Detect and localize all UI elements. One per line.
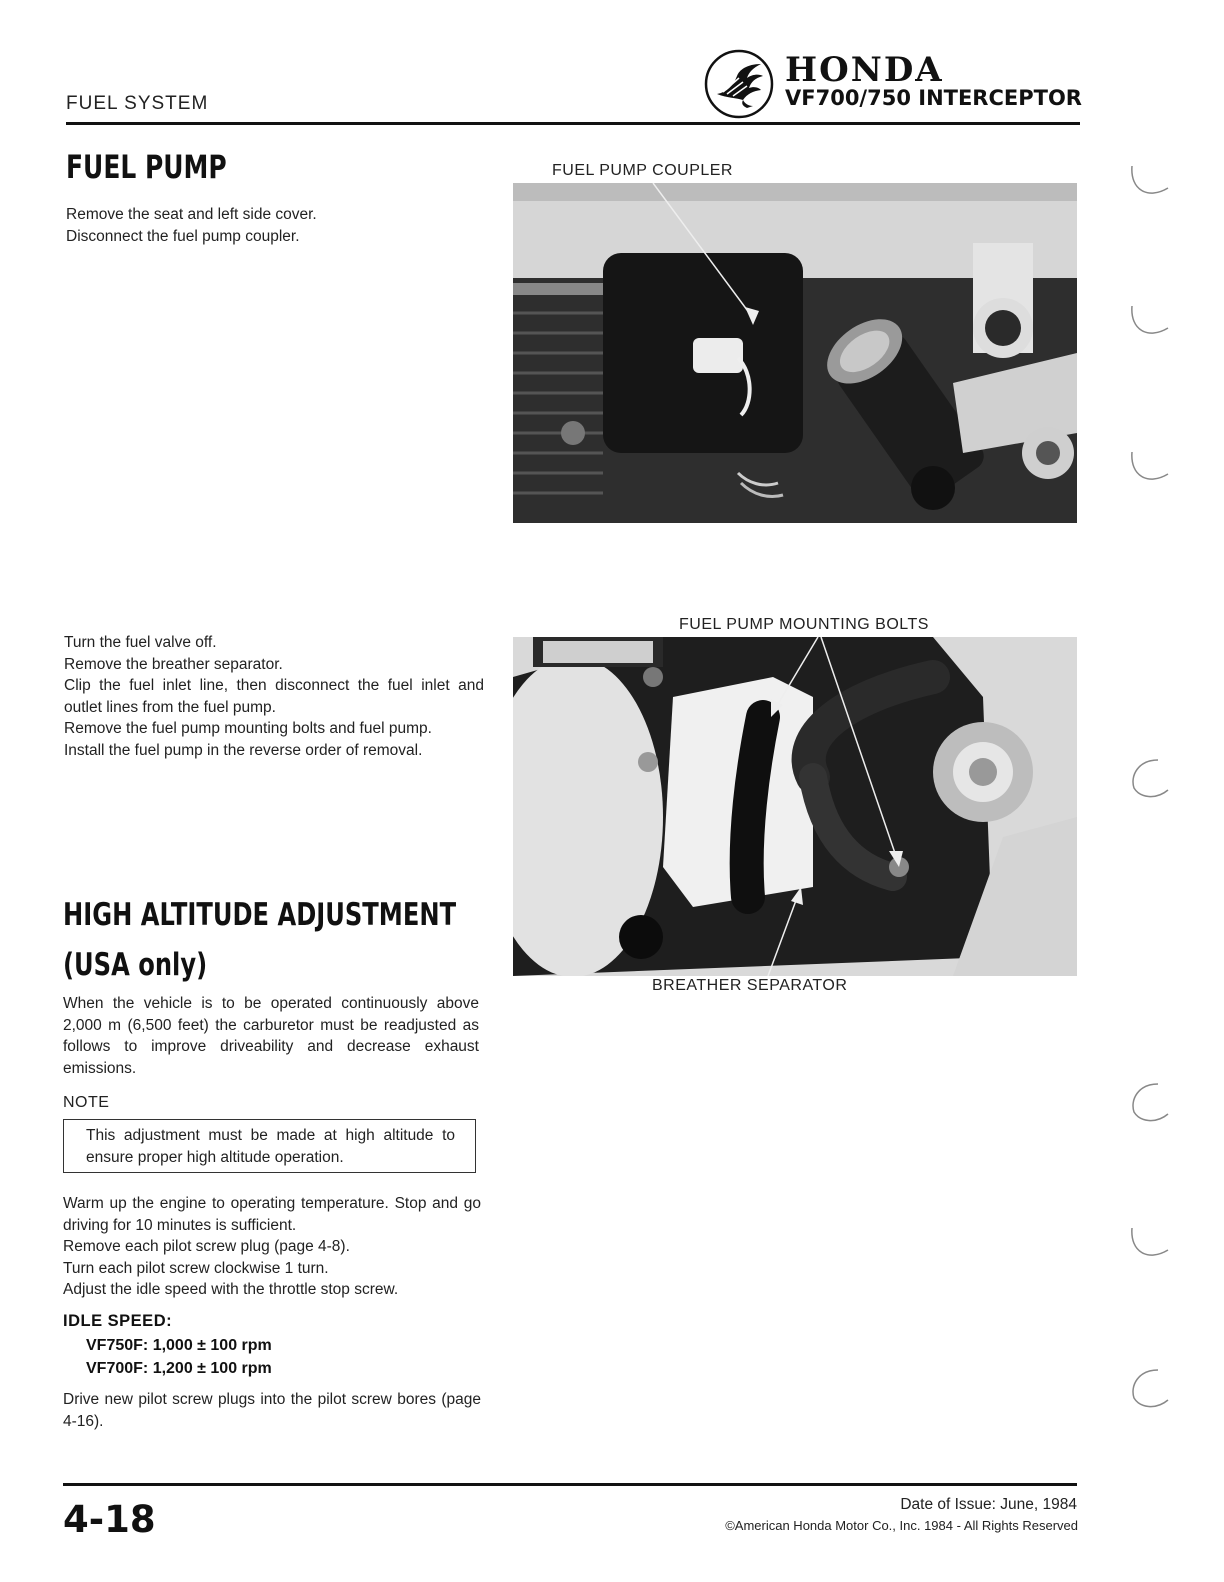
binder-hole-mark bbox=[1128, 160, 1172, 208]
step-turn-screw: Turn each pilot screw clockwise 1 turn. bbox=[63, 1259, 329, 1277]
binder-hole-mark bbox=[1128, 756, 1172, 804]
step-remove-seat: Remove the seat and left side cover. bbox=[66, 206, 317, 223]
fuel-pump-coupler-photo bbox=[513, 183, 1077, 523]
step-adjust-idle: Adjust the idle speed with the throttle stop screw. bbox=[63, 1281, 399, 1298]
step-remove-bolts: Remove the fuel pump mounting bolts and fuel pump. bbox=[64, 720, 432, 737]
brand-name: HONDA bbox=[785, 50, 944, 90]
photo1-caption: FUEL PUMP COUPLER bbox=[552, 162, 733, 179]
fuel-pump-mounting-photo bbox=[513, 637, 1077, 976]
note-label: NOTE bbox=[63, 1094, 110, 1111]
page-number: 4-18 bbox=[63, 1498, 156, 1541]
step-warm-up: Warm up the engine to operating temperature. Stop and go driving for 10 minutes is sufficient. bbox=[63, 1195, 481, 1234]
photo2-caption-top: FUEL PUMP MOUNTING BOLTS bbox=[679, 616, 929, 633]
step-disconnect-coupler: Disconnect the fuel pump coupler. bbox=[66, 227, 300, 245]
idle-speed-vf700: VF700F: 1,200 ± 100 rpm bbox=[86, 1360, 272, 1377]
binder-hole-mark bbox=[1128, 1222, 1172, 1270]
high-altitude-heading-line1: HIGH ALTITUDE ADJUSTMENT bbox=[63, 897, 457, 933]
binder-hole-mark bbox=[1128, 1366, 1172, 1414]
high-altitude-intro: When the vehicle is to be operated continuously above 2,000 m (6,500 feet) the carburetor must be readjusted as follows to improve driveability and decrease exhaust emissions. bbox=[63, 995, 479, 1077]
fuel-pump-steps-1 bbox=[66, 204, 486, 247]
high-altitude-heading bbox=[63, 893, 456, 987]
step-remove-plug: Remove each pilot screw plug (page 4-8). bbox=[63, 1238, 350, 1255]
binder-hole-mark bbox=[1128, 446, 1172, 494]
step-drive-plugs: Drive new pilot screw plugs into the pilot screw bores (page 4-16). bbox=[63, 1391, 481, 1430]
model-name: VF700/750 INTERCEPTOR bbox=[785, 86, 1082, 110]
binder-hole-mark bbox=[1128, 1080, 1172, 1128]
step-install: Install the fuel pump in the reverse order of removal. bbox=[64, 741, 423, 759]
honda-wing-logo bbox=[703, 48, 775, 120]
idle-speed-vf750: VF750F: 1,000 ± 100 rpm bbox=[86, 1337, 272, 1354]
step-remove-breather: Remove the breather separator. bbox=[64, 655, 283, 673]
binder-hole-mark bbox=[1128, 300, 1172, 348]
high-altitude-heading-line2: (USA only) bbox=[63, 947, 208, 983]
fuel-pump-heading: FUEL PUMP bbox=[66, 148, 227, 186]
footer-rule bbox=[63, 1483, 1077, 1486]
section-label: FUEL SYSTEM bbox=[66, 93, 209, 114]
copyright-notice: ©American Honda Motor Co., Inc. 1984 - All Rights Reserved bbox=[725, 1518, 1078, 1533]
photo2-caption-bottom: BREATHER SEPARATOR bbox=[652, 977, 848, 994]
note-box: This adjustment must be made at high altitude to ensure proper high altitude operation. bbox=[63, 1119, 476, 1173]
high-altitude-steps bbox=[63, 1193, 481, 1301]
issue-date: Date of Issue: June, 1984 bbox=[900, 1496, 1077, 1513]
step-valve-off: Turn the fuel valve off. bbox=[64, 634, 217, 651]
step-clip-inlet: Clip the fuel inlet line, then disconnect the fuel inlet and outlet lines from the fuel pump. bbox=[64, 677, 484, 716]
idle-speed-heading: IDLE SPEED: bbox=[63, 1312, 173, 1330]
fuel-pump-steps-2 bbox=[64, 632, 484, 761]
header-rule bbox=[66, 122, 1080, 125]
